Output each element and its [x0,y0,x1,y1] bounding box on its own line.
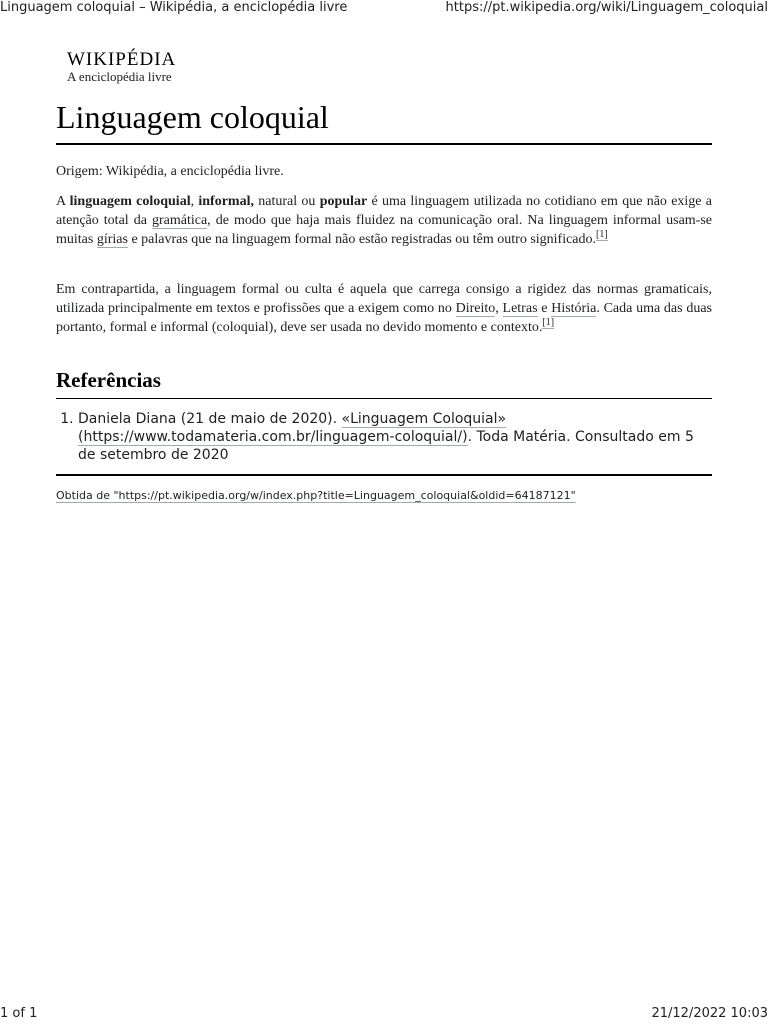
link-direito[interactable]: Direito [455,301,496,316]
references-list [56,410,706,464]
site-subtitle: Origem: Wikipédia, a enciclopédia livre. [56,164,284,179]
reference-link[interactable]: [1] [596,229,608,240]
text-span: A [56,194,70,209]
text-span: natural ou [253,194,320,209]
logo-tagline: A enciclopédia livre [67,69,172,84]
text-span: Em contrapartida, a linguagem formal ou culta é aquela que carrega consigo a rigidez das normas gramaticais, utilizada principalmente em textos e profissões que a exigem como no [56,282,712,316]
reference-link[interactable]: [1] [542,317,555,328]
text-span: . Cada uma das duas portanto, formal e informal (coloquial), deve ser usada no devido momento e contexto. [56,301,712,335]
bold-term: linguagem coloquial [69,194,191,209]
retrieved-from [56,489,576,503]
bold-term: informal, [198,194,254,209]
text-span: , [190,194,199,209]
link-girias[interactable]: gírias [96,232,128,247]
print-url: https://pt.wikipedia.org/wiki/Linguagem_coloquial [445,0,768,15]
reference-item [78,410,706,464]
paragraph-2 [56,280,712,337]
link-historia[interactable]: História [551,301,597,316]
reference-source-link[interactable]: «Linguagem Coloquial» (https://www.todamateria.com.br/linguagem-coloquial/) [78,411,507,445]
text-span: , de modo que haja mais fluidez na comunicação oral. Na linguagem informal usam-se muitas [56,213,713,247]
page-count: 1 of 1 [0,1006,38,1021]
link-letras[interactable]: Letras [502,301,538,316]
text-span: é uma linguagem utilizada no cotidiano em que não exige a atenção total da [56,194,713,228]
print-header [0,0,768,18]
title-divider [56,143,712,145]
reference-details: . Toda Matéria. Consultado em 5 de setembro de 2020 [78,429,694,463]
content-end-divider [56,474,712,476]
text-span: e [537,301,552,316]
paragraph-1 [56,192,712,249]
bold-term: popular [319,194,368,209]
print-timestamp: 21/12/2022 10:03 [651,1006,768,1021]
wikipedia-logo[interactable] [67,50,176,84]
logo-wordmark: WIKIPÉDIA [67,49,177,70]
references-heading: Referências [56,368,161,392]
text-span: e palavras que na linguagem formal não estão registradas ou têm outro significado. [127,232,597,247]
reference-author: Daniela Diana (21 de maio de 2020). [78,411,342,427]
print-page-title: Linguagem coloquial – Wikipédia, a enciclopédia livre [0,0,348,15]
section-divider [56,398,712,399]
link-gramatica[interactable]: gramática [151,213,208,228]
print-footer [0,1006,768,1024]
retrieved-from-link[interactable]: Obtida de "https://pt.wikipedia.org/w/index.php?title=Linguagem_coloquial&oldid=64187121" [56,489,576,502]
text-span: , [495,301,503,316]
page-title: Linguagem coloquial [56,99,329,135]
